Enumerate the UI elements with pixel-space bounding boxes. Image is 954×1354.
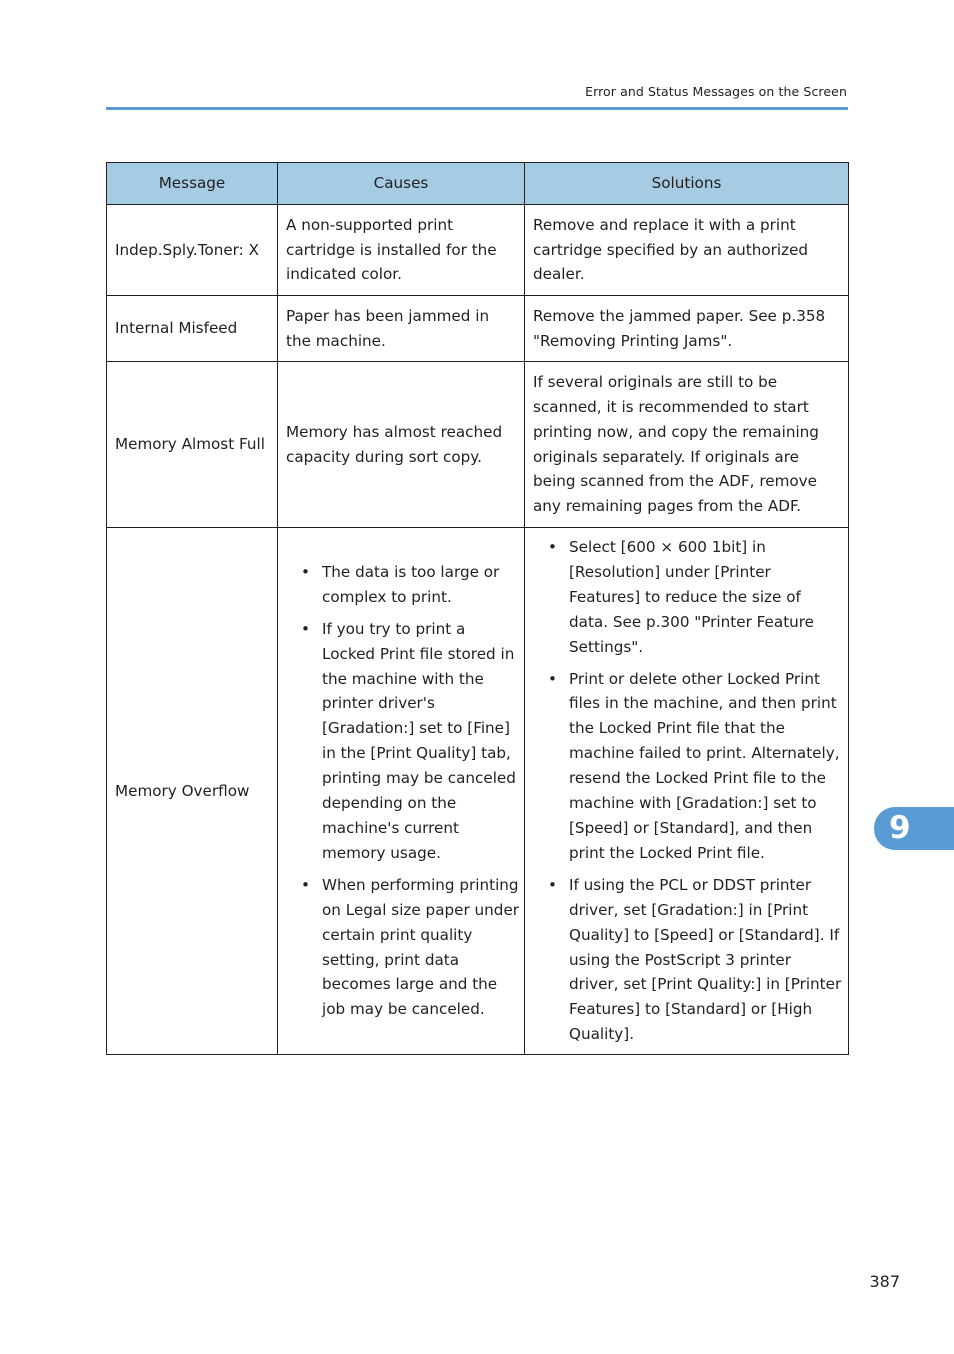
chapter-number: 9	[889, 810, 911, 846]
table-row	[107, 205, 849, 296]
running-header: Error and Status Messages on the Screen	[585, 84, 847, 99]
chapter-tab	[874, 807, 954, 850]
table-row	[107, 362, 849, 528]
list-item-text: When performing printing on Legal size paper under certain print quality setting, print data becomes large and the job may be canceled.	[322, 875, 520, 1019]
list-item-text: The data is too large or complex to print.	[322, 562, 500, 606]
solution-cell: If several originals are still to be scanned, it is recommended to start printing now, and copy the remaining originals separately. If originals are being scanned from the ADF, remove any remaining pages from the ADF.	[525, 362, 849, 528]
table-header-row	[107, 163, 849, 205]
list-item: • The data is too large or complex to print.	[301, 562, 500, 606]
table-row	[107, 528, 849, 1055]
list-item-text: Select [600 × 600 1bit] in [Resolution] under [Printer Features] to reduce the size of data. See p.300 "Printer Feature Settings".	[569, 538, 815, 656]
solution-cell: Remove the jammed paper. See p.358 "Removing Printing Jams".	[525, 296, 849, 362]
cause-cell: A non-supported print cartridge is installed for the indicated color.	[278, 205, 525, 296]
list-item: • Print or delete other Locked Print files in the machine, and then print the Locked Print file that the machine failed to print. Alternately, resend the Locked Print file to the machine with [Gradation:] set to [Speed] or [Standard], and then print the Locked Print file.	[548, 669, 840, 862]
cause-cell	[278, 528, 525, 1055]
list-item: • When performing printing on Legal size paper under certain print quality setting, print data becomes large and the job may be canceled.	[301, 875, 520, 1019]
list-item: • If using the PCL or DDST printer driver, set [Gradation:] in [Print Quality] to [Speed] or [Standard]. If using the PostScript 3 printer driver, set [Print Quality:] in [Printer Features] to [Standard] or [High Quality].	[548, 875, 842, 1044]
list-item: • Select [600 × 600 1bit] in [Resolution] under [Printer Features] to reduce the size of data. See p.300 "Printer Feature Settings".	[548, 538, 815, 656]
message-cell: Internal Misfeed	[107, 296, 278, 362]
list-item: • If you try to print a Locked Print file stored in the machine with the printer driver's [Gradation:] set to [Fine] in the [Print Quality] tab, printing may be canceled depending on the machine's current memory usage.	[301, 619, 516, 862]
error-message-table	[106, 162, 849, 1055]
cause-cell: Paper has been jammed in the machine.	[278, 296, 525, 362]
solution-cell	[525, 528, 849, 1055]
cause-cell: Memory has almost reached capacity during sort copy.	[278, 362, 525, 528]
header-rule	[106, 107, 848, 110]
message-cell: Memory Overflow	[107, 528, 278, 1055]
message-cell: Indep.Sply.Toner: X	[107, 205, 278, 296]
page-number: 387	[869, 1272, 900, 1291]
column-header-causes: Causes	[278, 163, 525, 205]
solution-cell: Remove and replace it with a print cartridge specified by an authorized dealer.	[525, 205, 849, 296]
list-item-text: Print or delete other Locked Print files in the machine, and then print the Locked Print file that the machine failed to print. Alternately, resend the Locked Print file to the machine with [Gradation:] set to [Speed] or [Standard], and then print the Locked Print file.	[569, 669, 840, 862]
list-item-text: If using the PCL or DDST printer driver, set [Gradation:] in [Print Quality] to [Speed] or [Standard]. If using the PostScript 3 printer driver, set [Print Quality:] in [Printer Features] to [Standard] or [High Quality].	[569, 875, 842, 1044]
cause-bullet-list	[286, 560, 520, 1022]
solution-bullet-list	[533, 535, 844, 1047]
message-cell: Memory Almost Full	[107, 362, 278, 528]
list-item-text: If you try to print a Locked Print file stored in the machine with the printer driver's [Gradation:] set to [Fine] in the [Print Quality] tab, printing may be canceled depending on the machine's current memory usage.	[322, 619, 516, 862]
column-header-message: Message	[107, 163, 278, 205]
table-row	[107, 296, 849, 362]
column-header-solutions: Solutions	[525, 163, 849, 205]
